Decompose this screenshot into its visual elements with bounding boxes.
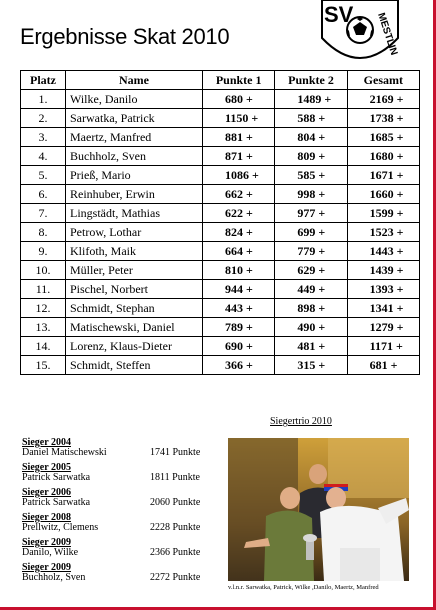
cell-punkte2: 585 + <box>275 166 347 185</box>
winner-points: 1741 Punkte <box>150 447 201 458</box>
logo-text-mestlin: MESTLIN <box>375 11 400 57</box>
cell-punkte1: 1086 + <box>203 166 275 185</box>
table-row <box>21 128 420 147</box>
winner-points: 2272 Punkte <box>150 572 201 583</box>
table-row <box>21 299 420 318</box>
cell-punkte1: 680 + <box>203 90 275 109</box>
cell-name: Matischewski, Daniel <box>66 318 203 337</box>
col-header-platz: Platz <box>21 71 66 90</box>
col-header-gesamt: Gesamt <box>347 71 419 90</box>
cell-name: Pischel, Norbert <box>66 280 203 299</box>
photo-title: Siegertrio 2010 <box>270 416 332 427</box>
cell-punkte1: 871 + <box>203 147 275 166</box>
cell-gesamt: 1341 + <box>347 299 419 318</box>
cell-name: Schmidt, Stephan <box>66 299 203 318</box>
winner-name: Prellwitz, Clemens <box>22 522 99 533</box>
cell-punkte1: 664 + <box>203 242 275 261</box>
cell-punkte2: 809 + <box>275 147 347 166</box>
cell-punkte1: 824 + <box>203 223 275 242</box>
winner-year-heading: Sieger 2009 <box>22 562 71 573</box>
winner-points: 1811 Punkte <box>150 472 200 483</box>
cell-name: Buchholz, Sven <box>66 147 203 166</box>
cell-gesamt: 681 + <box>347 356 419 375</box>
cell-punkte1: 810 + <box>203 261 275 280</box>
cell-punkte1: 622 + <box>203 204 275 223</box>
list-item <box>22 538 212 558</box>
cell-name: Lingstädt, Mathias <box>66 204 203 223</box>
cell-name: Petrow, Lothar <box>66 223 203 242</box>
cell-name: Wilke, Danilo <box>66 90 203 109</box>
table-row <box>21 261 420 280</box>
cell-name: Sarwatka, Patrick <box>66 109 203 128</box>
table-row <box>21 90 420 109</box>
cell-gesamt: 2169 + <box>347 90 419 109</box>
table-row <box>21 280 420 299</box>
photo-caption: v.l.n.r. Sarwatka, Patrick, Wilke ,Danilo, Maertz, Manfred <box>228 584 379 591</box>
winner-name: Daniel Matischewski <box>22 447 107 458</box>
list-item <box>22 488 212 508</box>
cell-gesamt: 1279 + <box>347 318 419 337</box>
cell-gesamt: 1523 + <box>347 223 419 242</box>
cell-name: Maertz, Manfred <box>66 128 203 147</box>
table-header-row <box>21 71 420 90</box>
past-winners-list <box>22 438 212 588</box>
winner-year-heading: Sieger 2009 <box>22 537 71 548</box>
soccer-ball-logo-icon <box>314 0 406 66</box>
cell-punkte1: 881 + <box>203 128 275 147</box>
table-row <box>21 242 420 261</box>
cell-gesamt: 1439 + <box>347 261 419 280</box>
table-row <box>21 204 420 223</box>
cell-platz: 10. <box>21 261 66 280</box>
table-row <box>21 185 420 204</box>
cell-gesamt: 1393 + <box>347 280 419 299</box>
winner-name: Patrick Sarwatka <box>22 497 91 508</box>
cell-punkte2: 449 + <box>275 280 347 299</box>
cell-platz: 9. <box>21 242 66 261</box>
table-row <box>21 223 420 242</box>
cell-name: Müller, Peter <box>66 261 203 280</box>
table-row <box>21 337 420 356</box>
cell-punkte2: 898 + <box>275 299 347 318</box>
winner-points: 2060 Punkte <box>150 497 201 508</box>
cell-punkte2: 315 + <box>275 356 347 375</box>
winner-name: Patrick Sarwatka <box>22 472 91 483</box>
cell-gesamt: 1685 + <box>347 128 419 147</box>
table-row <box>21 166 420 185</box>
cell-gesamt: 1738 + <box>347 109 419 128</box>
cell-gesamt: 1171 + <box>347 337 419 356</box>
cell-gesamt: 1671 + <box>347 166 419 185</box>
winners-photo <box>228 438 409 581</box>
cell-punkte2: 804 + <box>275 128 347 147</box>
page-title: Ergebnisse Skat 2010 <box>20 24 230 49</box>
table-row <box>21 318 420 337</box>
winner-year-heading: Sieger 2006 <box>22 487 71 498</box>
cell-punkte1: 443 + <box>203 299 275 318</box>
results-table <box>20 70 420 375</box>
col-header-punkte2: Punkte 2 <box>275 71 347 90</box>
table-row <box>21 356 420 375</box>
cell-punkte2: 490 + <box>275 318 347 337</box>
cell-punkte1: 1150 + <box>203 109 275 128</box>
cell-gesamt: 1443 + <box>347 242 419 261</box>
cell-punkte1: 366 + <box>203 356 275 375</box>
winner-name: Buchholz, Sven <box>22 572 86 583</box>
cell-gesamt: 1660 + <box>347 185 419 204</box>
col-header-punkte1: Punkte 1 <box>203 71 275 90</box>
cell-platz: 11. <box>21 280 66 299</box>
cell-name: Prieß, Mario <box>66 166 203 185</box>
cell-punkte2: 977 + <box>275 204 347 223</box>
cell-platz: 1. <box>21 90 66 109</box>
cell-name: Klifoth, Maik <box>66 242 203 261</box>
cell-platz: 4. <box>21 147 66 166</box>
cell-punkte2: 998 + <box>275 185 347 204</box>
cell-punkte1: 789 + <box>203 318 275 337</box>
cell-punkte2: 588 + <box>275 109 347 128</box>
cell-platz: 12. <box>21 299 66 318</box>
cell-punkte2: 1489 + <box>275 90 347 109</box>
cell-platz: 5. <box>21 166 66 185</box>
cell-punkte2: 699 + <box>275 223 347 242</box>
cell-platz: 2. <box>21 109 66 128</box>
group-photo-image <box>228 438 409 581</box>
cell-punkte2: 629 + <box>275 261 347 280</box>
cell-platz: 15. <box>21 356 66 375</box>
cell-platz: 14. <box>21 337 66 356</box>
cell-punkte2: 481 + <box>275 337 347 356</box>
cell-name: Reinhuber, Erwin <box>66 185 203 204</box>
winner-year-heading: Sieger 2004 <box>22 437 71 448</box>
winner-year-heading: Sieger 2008 <box>22 512 71 523</box>
winner-year-heading: Sieger 2005 <box>22 462 71 473</box>
cell-punkte2: 779 + <box>275 242 347 261</box>
table-row <box>21 147 420 166</box>
cell-name: Schmidt, Steffen <box>66 356 203 375</box>
cell-gesamt: 1599 + <box>347 204 419 223</box>
list-item <box>22 438 212 458</box>
cell-punkte1: 662 + <box>203 185 275 204</box>
cell-name: Lorenz, Klaus-Dieter <box>66 337 203 356</box>
cell-punkte1: 944 + <box>203 280 275 299</box>
list-item <box>22 513 212 533</box>
winner-points: 2228 Punkte <box>150 522 201 533</box>
cell-platz: 3. <box>21 128 66 147</box>
cell-gesamt: 1680 + <box>347 147 419 166</box>
list-item <box>22 563 212 583</box>
logo-text-sv: SV <box>324 2 354 27</box>
cell-platz: 6. <box>21 185 66 204</box>
cell-platz: 8. <box>21 223 66 242</box>
list-item <box>22 463 212 483</box>
table-row <box>21 109 420 128</box>
cell-platz: 13. <box>21 318 66 337</box>
cell-platz: 7. <box>21 204 66 223</box>
club-logo <box>314 0 406 66</box>
winner-points: 2366 Punkte <box>150 547 201 558</box>
col-header-name: Name <box>66 71 203 90</box>
cell-punkte1: 690 + <box>203 337 275 356</box>
winner-name: Danilo, Wilke <box>22 547 79 558</box>
